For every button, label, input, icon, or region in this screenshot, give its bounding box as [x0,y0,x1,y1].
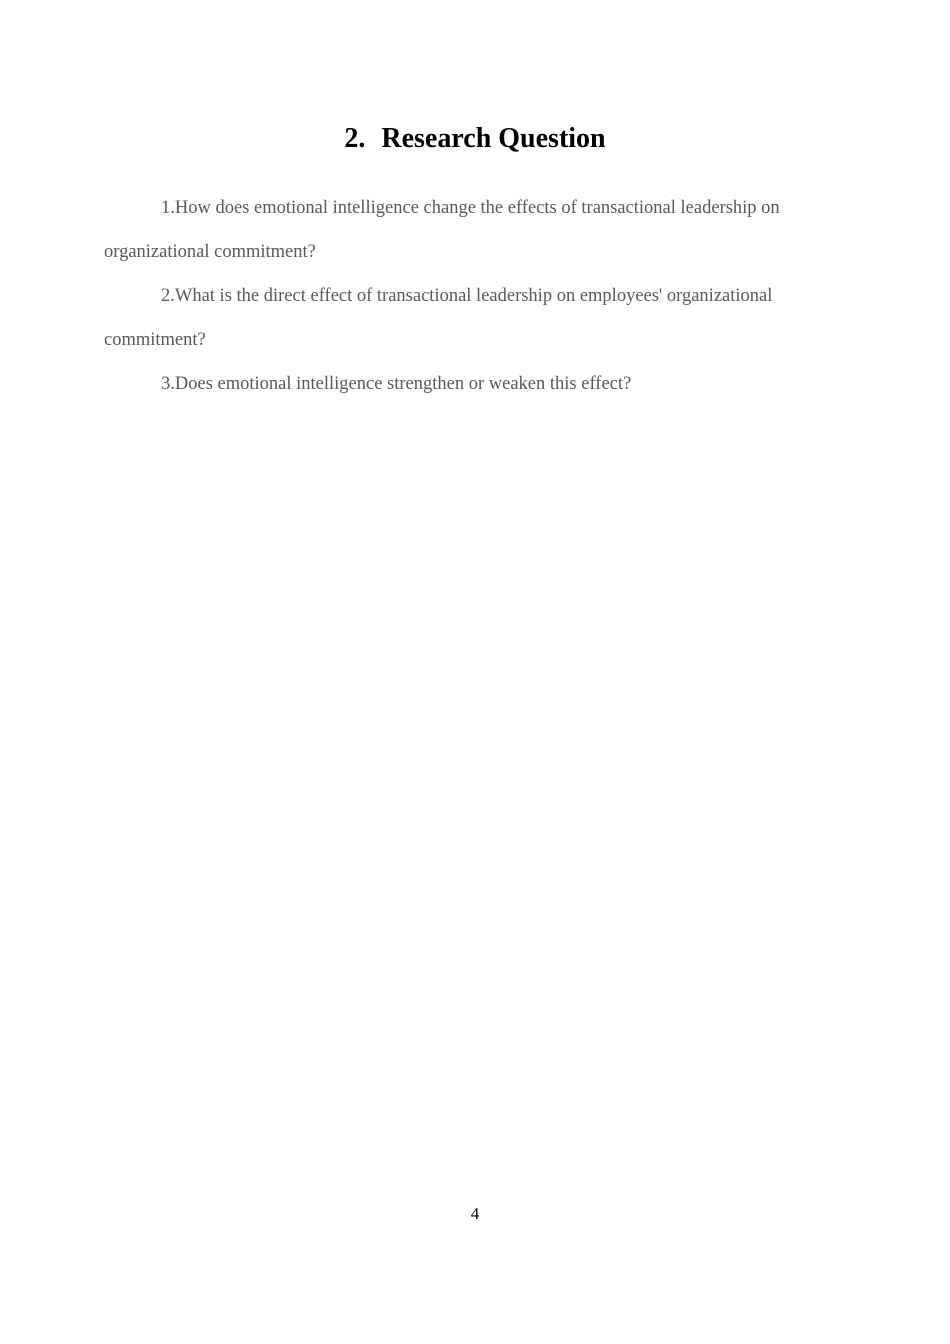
question-3: 3.Does emotional intelligence strengthen or weaken this effect? [161,374,632,394]
section-number: 2. [344,123,366,154]
section-heading [0,119,950,159]
question-2: 2.What is the direct effect of transactional leadership on employees' organizational commitment? [104,286,773,350]
section-title: Research Question [381,123,606,154]
question-1: 1.How does emotional intelligence change the effects of transactional leadership on organizational commitment? [104,198,780,262]
research-questions [104,186,824,406]
page-number: 4 [470,1204,480,1223]
